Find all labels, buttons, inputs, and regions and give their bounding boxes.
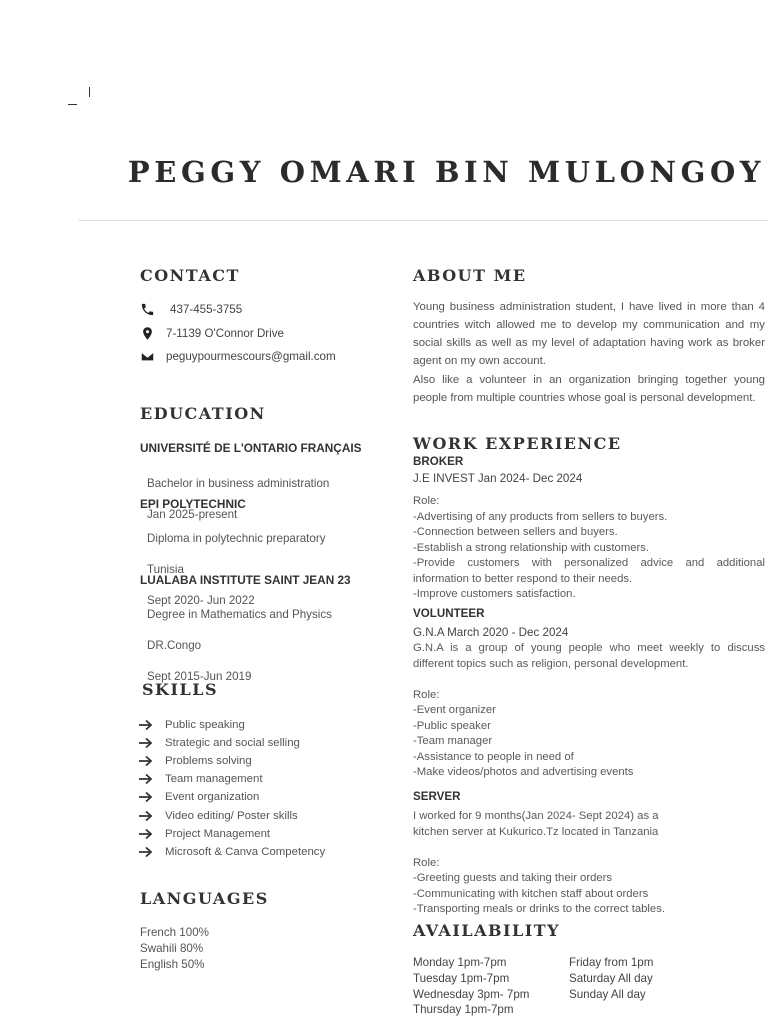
edu-school-1: UNIVERSITÉ DE L'ONTARIO FRANÇAIS [140,441,362,455]
edu-line: DR.Congo [147,638,202,652]
edu-line: Diploma in polytechnic preparatory [147,531,326,545]
stray-dash [68,104,77,105]
broker-roles [413,494,765,603]
role-line: -Transporting meals or drinks to the correct tables. [413,903,665,915]
role-line: -Connection between sellers and buyers. [413,526,618,538]
skill-label: Project Management [165,827,271,840]
edu-school-2: EPI POLYTECHNIC [140,497,246,511]
skill-item [138,770,325,788]
volunteer-description: G.N.A is a group of young people who meet weekly to discuss different topics such as religion, personal development. [413,642,765,670]
skill-item [138,806,325,824]
education-heading: EDUCATION [140,404,266,423]
job-title-volunteer: VOLUNTEER [413,607,485,620]
arrow-right-icon [138,810,154,822]
edu-line: Sept 2015-Jun 2019 [147,669,252,683]
about-paragraph-2: Also like a volunteer in an organization bringing together young people from multiple countries whose goal is personal development. [413,374,765,404]
job-title-broker: BROKER [413,455,464,468]
edu-line: Jan 2025-present [147,507,238,521]
role-line: -Improve customers satisfaction. [413,588,576,600]
edu-school-3: LUALABA INSTITUTE SAINT JEAN 23 [140,573,351,587]
language-item: French 100% [140,926,209,939]
skill-item [138,734,325,752]
arrow-right-icon [138,719,154,731]
skill-label: Strategic and social selling [165,737,300,750]
phone-icon [140,302,155,317]
availability-day: Tuesday 1pm-7pm [413,971,510,985]
availability-day: Thursday 1pm-7pm [413,1003,514,1017]
edu-line: Sept 2020- Jun 2022 [147,593,255,607]
role-line: -Advertising of any products from sellers to buyers. [413,510,668,523]
role-line: -Provide customers with personalized advice and additional information to better respond to their needs. [413,557,765,585]
availability-day: Sunday All day [569,987,646,1001]
role-line: -Communicating with kitchen staff about orders [413,887,649,900]
availability-heading: AVAILABILITY [413,921,561,940]
skill-label: Microsoft & Canva Competency [165,845,326,858]
arrow-right-icon [138,846,154,858]
skill-label: Problems solving [165,755,252,768]
role-line: -Assistance to people in need of [413,750,574,763]
arrow-right-icon [138,737,154,749]
email-icon [140,349,155,364]
server-details [413,809,765,918]
role-line: -Team manager [413,735,493,747]
role-line: -Make videos/photos and advertising events [413,766,634,778]
skill-item [138,825,325,843]
volunteer-details [413,641,765,781]
skill-item [138,716,325,734]
language-item: English 50% [140,957,205,971]
skill-label: Event organization [165,791,260,804]
contact-email [140,347,336,365]
availability-left [413,955,529,1018]
languages-heading: LANGUAGES [140,889,269,908]
job-company-volunteer: G.N.A March 2020 - Dec 2024 [413,626,569,639]
availability-day: Friday from 1pm [569,956,654,969]
edu-line: Degree in Mathematics and Physics [147,607,332,621]
skill-item [138,752,325,770]
email-text: peguypourmescours@gmail.com [166,349,336,363]
skill-label: Video editing/ Poster skills [165,809,298,822]
arrow-right-icon [138,773,154,785]
address-text: 7-1139 O'Connor Drive [166,326,284,340]
role-line: -Public speaker [413,719,491,732]
edu-line: Bachelor in business administration [147,476,330,490]
phone-text: 437-455-3755 [170,302,243,316]
about-heading: ABOUT ME [413,266,527,285]
role-line: -Event organizer [413,704,496,716]
arrow-right-icon [138,791,154,803]
skills-heading: SKILLS [142,680,218,699]
contact-heading: CONTACT [140,266,240,285]
skill-item [138,843,325,861]
arrow-right-icon [138,755,154,767]
role-line: -Greeting guests and taking their orders [413,872,613,884]
contact-address [140,324,284,342]
role-label: Role: [413,856,440,869]
edu-line: Tunisia [147,562,184,576]
job-title-server: SERVER [413,790,461,803]
languages-list [140,925,209,972]
availability-day: Saturday All day [569,971,653,985]
skill-label: Team management [165,773,263,786]
header-divider [78,220,768,221]
skill-item [138,788,325,806]
language-item: Swahili 80% [140,941,204,955]
availability-right [569,955,653,1002]
availability-day: Wednesday 3pm- 7pm [413,987,530,1001]
role-line: -Establish a strong relationship with customers. [413,541,650,554]
server-description-line: kitchen server at Kukurico.Tz located in Tanzania [413,825,659,838]
skills-list [138,716,325,861]
arrow-right-icon [138,828,154,840]
location-pin-icon [140,326,155,341]
skill-label: Public speaking [165,719,245,732]
availability-day: Monday 1pm-7pm [413,956,507,969]
contact-phone [140,300,242,318]
stray-tick [89,87,90,97]
role-label: Role: [413,688,440,701]
role-label: Role: [413,495,440,507]
work-heading: WORK EXPERIENCE [413,434,622,453]
resume-name: PEGGY OMARI BIN MULONGOY [127,155,766,189]
job-company-broker: J.E INVEST Jan 2024- Dec 2024 [413,472,583,485]
about-paragraph-1: Young business administration student, I have lived in more than 4 countries witch allowed me to develop my communication and my social skills as well as my level of adaptation having work as broker agent on my own account. [413,301,765,367]
server-description-line: I worked for 9 months(Jan 2024- Sept 2024) as a [413,810,659,822]
